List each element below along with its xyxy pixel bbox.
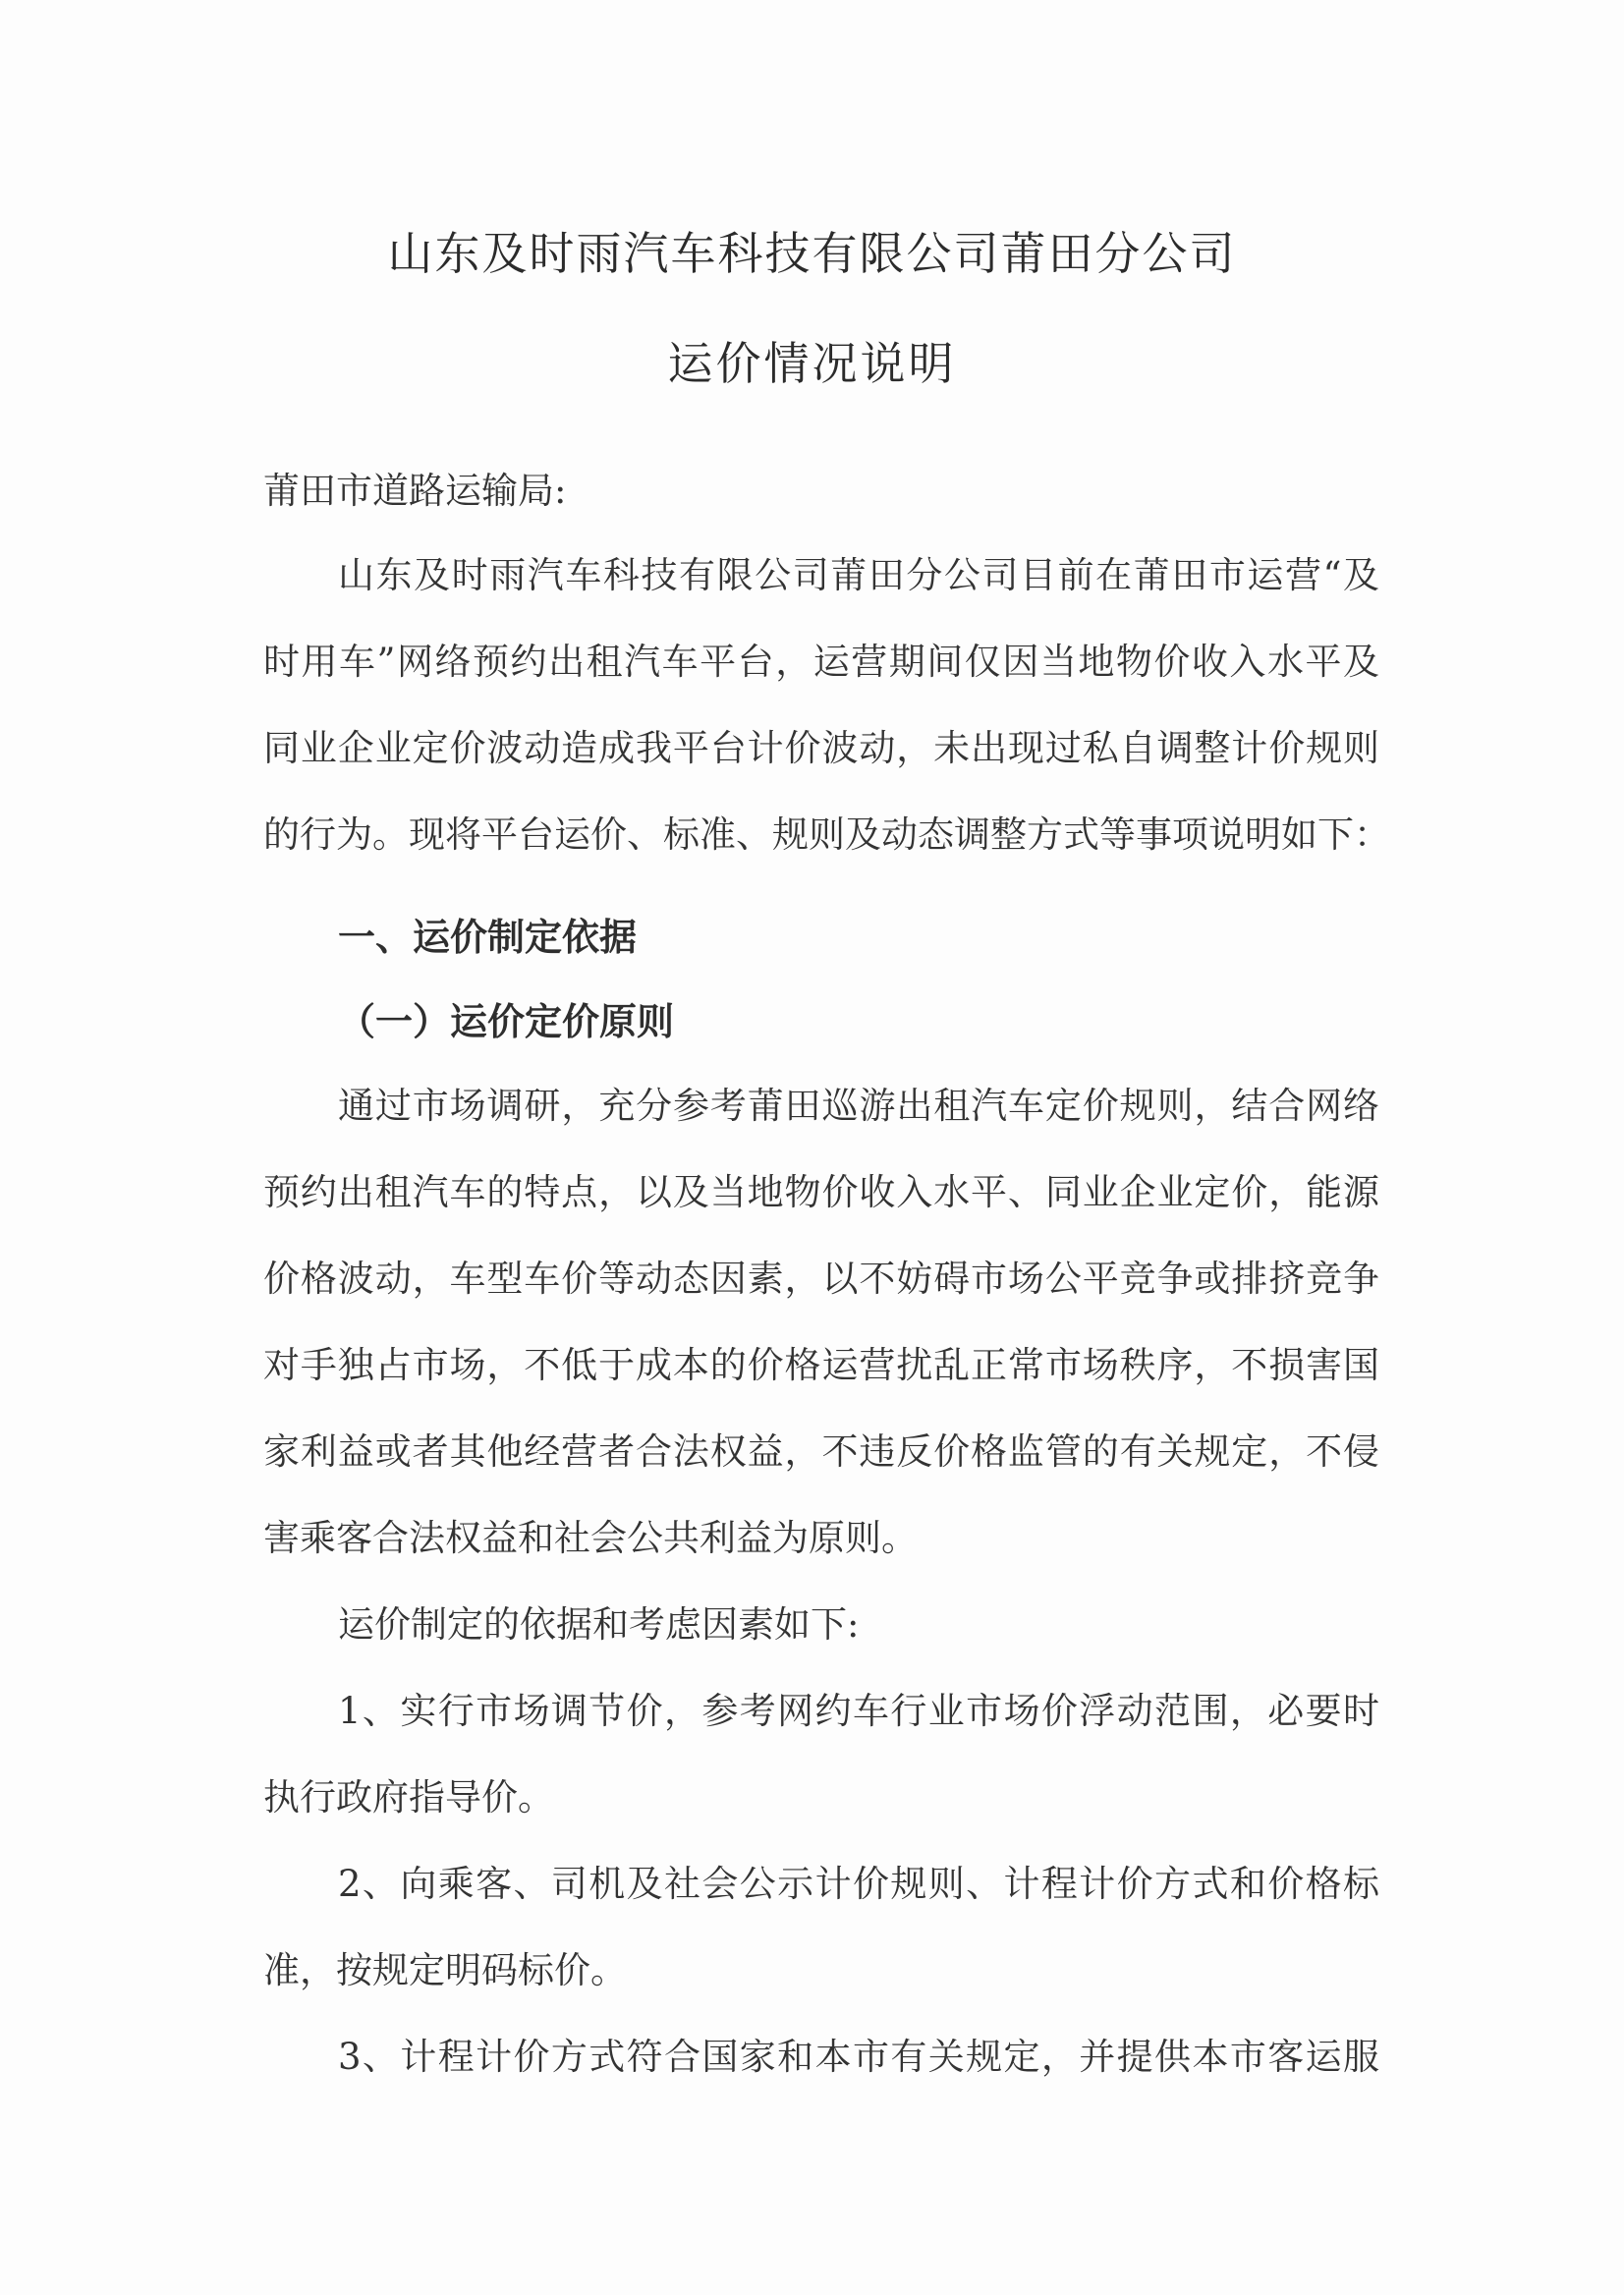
item-3-line-1: 3、计程计价方式符合国家和本市有关规定，并提供本市客运服: [338, 2036, 1379, 2078]
principle-line-4: 对手独占市场，不低于成本的价格运营扰乱正常市场秩序，不损害国: [263, 1344, 1379, 1386]
item-2-line-1: 2、向乘客、司机及社会公示计价规则、计程计价方式和价格标: [338, 1863, 1379, 1905]
item-2-line-2: 准，按规定明码标价。: [263, 1949, 627, 1991]
intro-line-1: 山东及时雨汽车科技有限公司莆田分公司目前在莆田市运营“及: [338, 554, 1379, 596]
principle-line-5: 家利益或者其他经营者合法权益，不违反价格监管的有关规定，不侵: [263, 1430, 1379, 1473]
item-1-line-1: 1、实行市场调节价，参考网约车行业市场价浮动范围，必要时: [338, 1690, 1379, 1732]
intro-line-2: 时用车”网络预约出租汽车平台，运营期间仅因当地物价收入水平及: [263, 641, 1379, 683]
subsection-1-heading: （一）运价定价原则: [338, 1000, 675, 1043]
document-title-line-1: 山东及时雨汽车科技有限公司莆田分公司: [387, 227, 1237, 280]
item-1-line-2: 执行政府指导价。: [263, 1776, 554, 1819]
principle-line-6: 害乘客合法权益和社会公共利益为原则。: [263, 1517, 918, 1559]
intro-line-3: 同业企业定价波动造成我平台计价波动，未出现过私自调整计价规则: [263, 727, 1379, 769]
principle-line-3: 价格波动，车型车价等动态因素，以不妨碍市场公平竞争或排挤竞争: [263, 1258, 1379, 1300]
basis-intro: 运价制定的依据和考虑因素如下:: [338, 1603, 860, 1646]
section-1-heading: 一、运价制定依据: [338, 916, 638, 959]
principle-line-2: 预约出租汽车的特点，以及当地物价收入水平、同业企业定价，能源: [263, 1171, 1379, 1213]
addressee: 莆田市道路运输局:: [263, 470, 567, 512]
document-title-line-2: 运价情况说明: [667, 337, 957, 390]
principle-line-1: 通过市场调研，充分参考莆田巡游出租汽车定价规则，结合网络: [338, 1085, 1379, 1127]
intro-line-4: 的行为。现将平台运价、标准、规则及动态调整方式等事项说明如下：: [263, 813, 1390, 856]
